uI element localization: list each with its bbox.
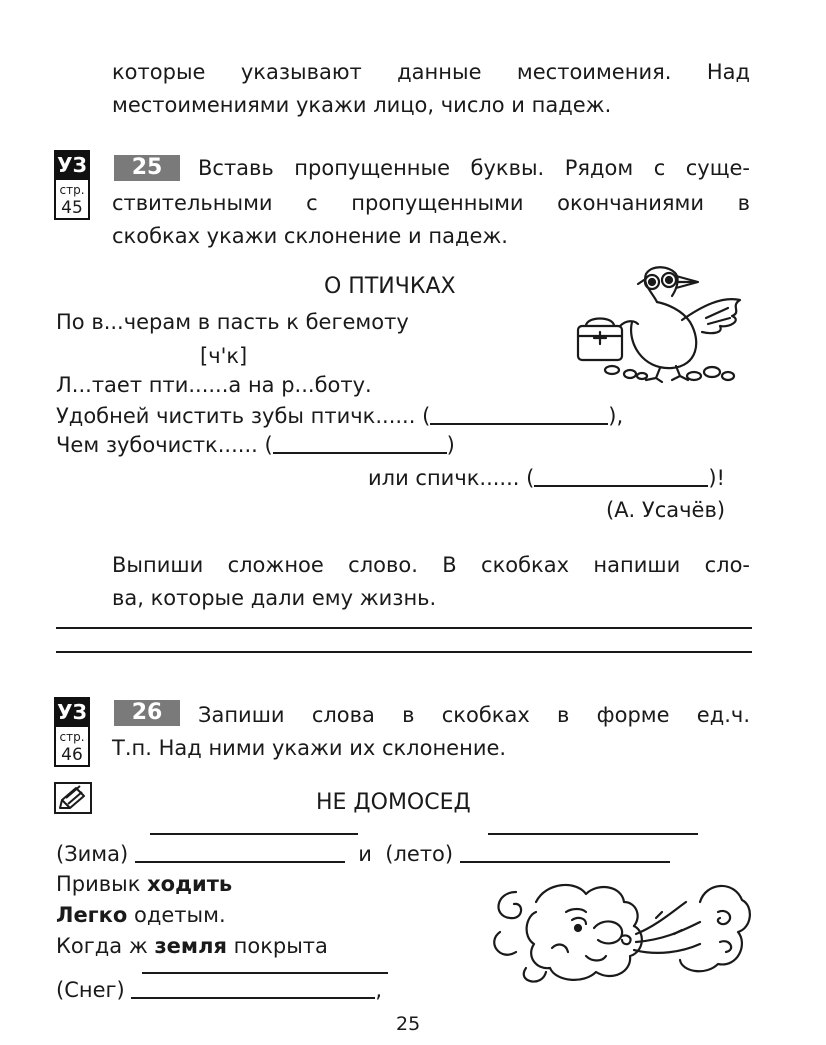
badge-str: стр. bbox=[59, 183, 85, 197]
task-26-badge bbox=[54, 697, 90, 767]
poem-hint: [ч'к] bbox=[200, 344, 248, 368]
poem-line-4: Чем зубочистк...... ( ) bbox=[56, 433, 455, 457]
task-25-line-1: Вставь пропущенные буквы. Рядом с суще- bbox=[198, 156, 750, 180]
task-25-line-2: ствительными с пропущенными окончаниями в bbox=[112, 191, 750, 215]
task-26-number: 26 bbox=[114, 700, 180, 726]
poem-line-5: или спичк...... ( )! bbox=[368, 466, 725, 490]
task-26-line-2: Т.п. Над ними укажи их склонение. bbox=[112, 736, 507, 760]
poem2-line-1: (Зима) и (лето) bbox=[56, 842, 670, 866]
intro-line-2: местоимениями укажи лицо, число и падеж. bbox=[112, 93, 612, 117]
answer-line[interactable] bbox=[488, 833, 698, 835]
answer-blank[interactable] bbox=[430, 423, 608, 425]
poem-line-2: Л...тает пти......а на р...боту. bbox=[56, 373, 372, 397]
page-number: 25 bbox=[396, 1013, 421, 1035]
answer-blank[interactable] bbox=[273, 452, 447, 454]
wind-illustration bbox=[486, 872, 754, 990]
badge-label: УЗ bbox=[54, 150, 90, 180]
pencil-icon bbox=[54, 782, 92, 814]
badge-str: стр. bbox=[59, 730, 85, 744]
task-26-line-1: Запиши слова в скобках в форме ед.ч. bbox=[198, 703, 750, 727]
task-25-line-3: скобках укажи склонение и падеж. bbox=[112, 224, 508, 248]
poem-line-3: Удобней чистить зубы птичк...... ( ), bbox=[56, 404, 624, 428]
answer-line[interactable] bbox=[56, 651, 752, 653]
answer-line[interactable] bbox=[142, 972, 388, 974]
answer-blank[interactable] bbox=[131, 997, 375, 999]
badge-page: 45 bbox=[61, 198, 83, 218]
badge-label: УЗ bbox=[54, 697, 90, 727]
subtask-line-1: Выпиши сложное слово. В скобках напиши сло- bbox=[112, 553, 750, 577]
poem-author: (А. Усачёв) bbox=[606, 498, 726, 522]
task-25-badge bbox=[54, 150, 90, 220]
poem2-line-3: Легко одетым. bbox=[56, 903, 226, 927]
task-25-number: 25 bbox=[114, 155, 180, 181]
poem2-line-4: Когда ж земля покрыта bbox=[56, 934, 328, 958]
answer-line[interactable] bbox=[150, 833, 358, 835]
poem2-line-5: (Снег) , bbox=[56, 978, 383, 1002]
bird-illustration bbox=[572, 262, 752, 384]
poem2-line-2: Привык ходить bbox=[56, 872, 233, 896]
answer-blank[interactable] bbox=[534, 485, 708, 487]
subtask-line-2: ва, которые дали ему жизнь. bbox=[112, 586, 437, 610]
answer-blank[interactable] bbox=[135, 861, 345, 863]
poem-line-1: По в...черам в пасть к бегемоту bbox=[56, 310, 409, 334]
answer-blank[interactable] bbox=[460, 861, 670, 863]
poem-title-ptichkah: О ПТИЧКАХ bbox=[324, 274, 456, 299]
poem-title-ne-domosed: НЕ ДОМОСЕД bbox=[316, 790, 471, 815]
answer-line[interactable] bbox=[56, 627, 752, 629]
intro-line-1: которые указывают данные местоимения. Над bbox=[112, 60, 750, 84]
badge-page: 46 bbox=[61, 745, 83, 765]
